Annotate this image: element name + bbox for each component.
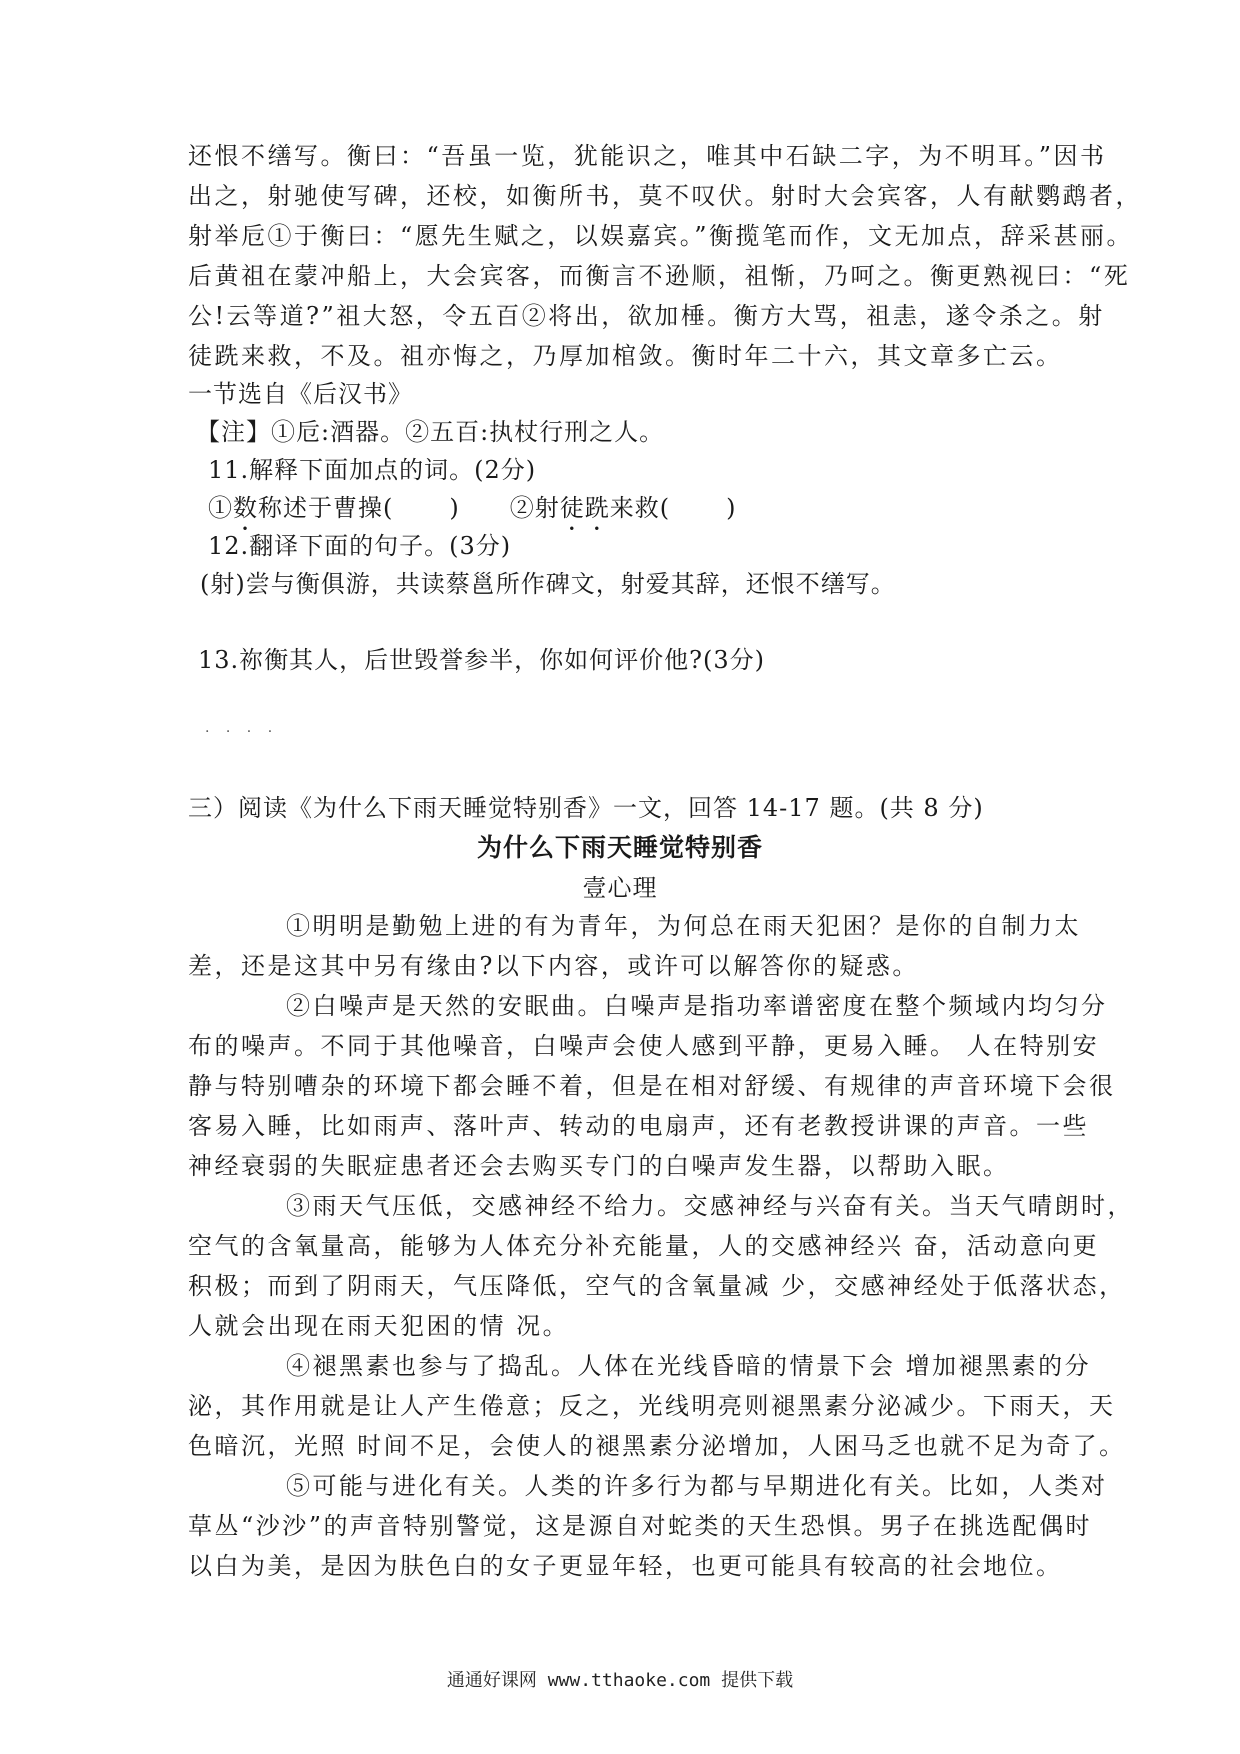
q11-item2-dotted-word: 徒跣	[559, 494, 610, 522]
passage-line-5: 公!云等道?”祖大怒，令五百②将出，欲加棰。衡方大骂，祖恚，遂令杀之。射	[188, 302, 1105, 330]
paragraph-4-line-3: 色暗沉，光照 时间不足，会使人的褪黑素分泌增加，人困马乏也就不足为奇了。	[188, 1432, 1126, 1460]
passage-line-6: 徒跣来救，不及。祖亦悔之，乃厚加棺敛。衡时年二十六，其文章多亡云。	[188, 342, 1063, 370]
paragraph-5-line-2: 草丛“沙沙”的声音特别警觉，这是源自对蛇类的天生恐惧。男子在挑选配偶时	[188, 1512, 1093, 1540]
passage-line-1: 还恨不缮写。衡曰：“吾虽一览，犹能识之，唯其中石缺二字，为不明耳。”因书	[188, 142, 1107, 170]
paragraph-5-line-3: 以白为美，是因为肤色白的女子更显年轻，也更可能具有较高的社会地位。	[188, 1552, 1063, 1580]
passage-line-3: 射举卮①于衡曰：“愿先生赋之，以娱嘉宾。”衡揽笔而作，文无加点，辞采甚丽。	[188, 222, 1134, 250]
question-12: 12.翻译下面的句子。(3分)	[208, 532, 512, 560]
q11-item1-rest: 称述于曹操(	[258, 494, 394, 522]
q11-item2-rest: 来救(	[609, 494, 671, 522]
paragraph-2-line-5: 神经衰弱的失眠症患者还会去购买专门的白噪声发生器，以帮助入眠。	[188, 1152, 1010, 1180]
paragraph-2-line-3: 静与特别嘈杂的环境下都会睡不着，但是在相对舒缓、有规律的声音环境下会很	[188, 1072, 1116, 1100]
passage-source: 一节选自《后汉书》	[188, 380, 413, 408]
paragraph-3-line-4: 人就会出现在雨天犯困的情 况。	[188, 1312, 570, 1340]
passage-note: 【注】①卮:酒器。②五百:执杖行刑之人。	[196, 418, 665, 446]
paragraph-2-line-2: 布的噪声。不同于其他噪音，白噪声会使人感到平静，更易入睡。 人在特别安	[188, 1032, 1100, 1060]
footer-download-note: 通通好课网 www.tthaoke.com 提供下载	[446, 1670, 794, 1691]
article-author: 壹心理	[582, 874, 658, 902]
q11-item2-close: )	[726, 494, 737, 522]
paragraph-5-line-1: ⑤可能与进化有关。人类的许多行为都与早期进化有关。比如，人类对	[286, 1472, 1108, 1500]
paragraph-3-line-1: ③雨天气压低，交感神经不给力。交感神经与兴奋有关。当天气晴朗时，	[286, 1192, 1134, 1220]
passage-line-2: 出之，射驰使写碑，还校，如衡所书，莫不叹伏。射时大会宾客，人有献鹦鹉者，	[188, 182, 1142, 210]
section-3-intro: 三）阅读《为什么下雨天睡觉特别香》一文，回答 14-17 题。(共 8 分)	[188, 794, 984, 822]
question-13: 13.祢衡其人，后世毁誉参半，你如何评价他?(3分)	[198, 646, 766, 674]
question-11: 11.解释下面加点的词。(2分)	[208, 456, 537, 484]
passage-line-4: 后黄祖在蒙冲船上，大会宾客，而衡言不逊顺，祖惭，乃呵之。衡更熟视曰：“死	[188, 262, 1131, 290]
q11-item1-close: )	[449, 494, 460, 522]
paragraph-2-line-1: ②白噪声是天然的安眠曲。白噪声是指功率谱密度在整个频域内均匀分	[286, 992, 1108, 1020]
question-12-sentence: (射)尝与衡俱游，共读蔡邕所作碑文，射爱其辞，还恨不缮写。	[200, 570, 896, 598]
paragraph-3-line-2: 空气的含氧量高，能够为人体充分补充能量，人的交感神经兴 奋，活动意向更	[188, 1232, 1100, 1260]
paragraph-4-line-2: 泌，其作用就是让人产生倦意；反之，光线明亮则褪黑素分泌减少。下雨天，天	[188, 1392, 1116, 1420]
paragraph-1-line-2: 差，还是这其中另有缘由?以下内容，或许可以解答你的疑惑。	[188, 952, 919, 980]
q11-item1-dotted-word: 数	[233, 494, 258, 522]
paragraph-4-line-1: ④褪黑素也参与了捣乱。人体在光线昏暗的情景下会 增加褪黑素的分	[286, 1352, 1092, 1380]
q11-item1-prefix: ①	[208, 494, 233, 522]
paragraph-1-line-1: ①明明是勤勉上进的有为青年，为何总在雨天犯困？是你的自制力太	[286, 912, 1081, 940]
article-title: 为什么下雨天睡觉特别香	[476, 833, 763, 862]
paragraph-3-line-3: 积极；而到了阴雨天，气压降低，空气的含氧量减 少，交感神经处于低落状态，	[188, 1272, 1126, 1300]
answer-dots: · · · ·	[205, 724, 279, 740]
paragraph-2-line-4: 客易入睡，比如雨声、落叶声、转动的电扇声，还有老教授讲课的声音。一些	[188, 1112, 1089, 1140]
q11-item2-prefix: ②射	[509, 494, 560, 522]
